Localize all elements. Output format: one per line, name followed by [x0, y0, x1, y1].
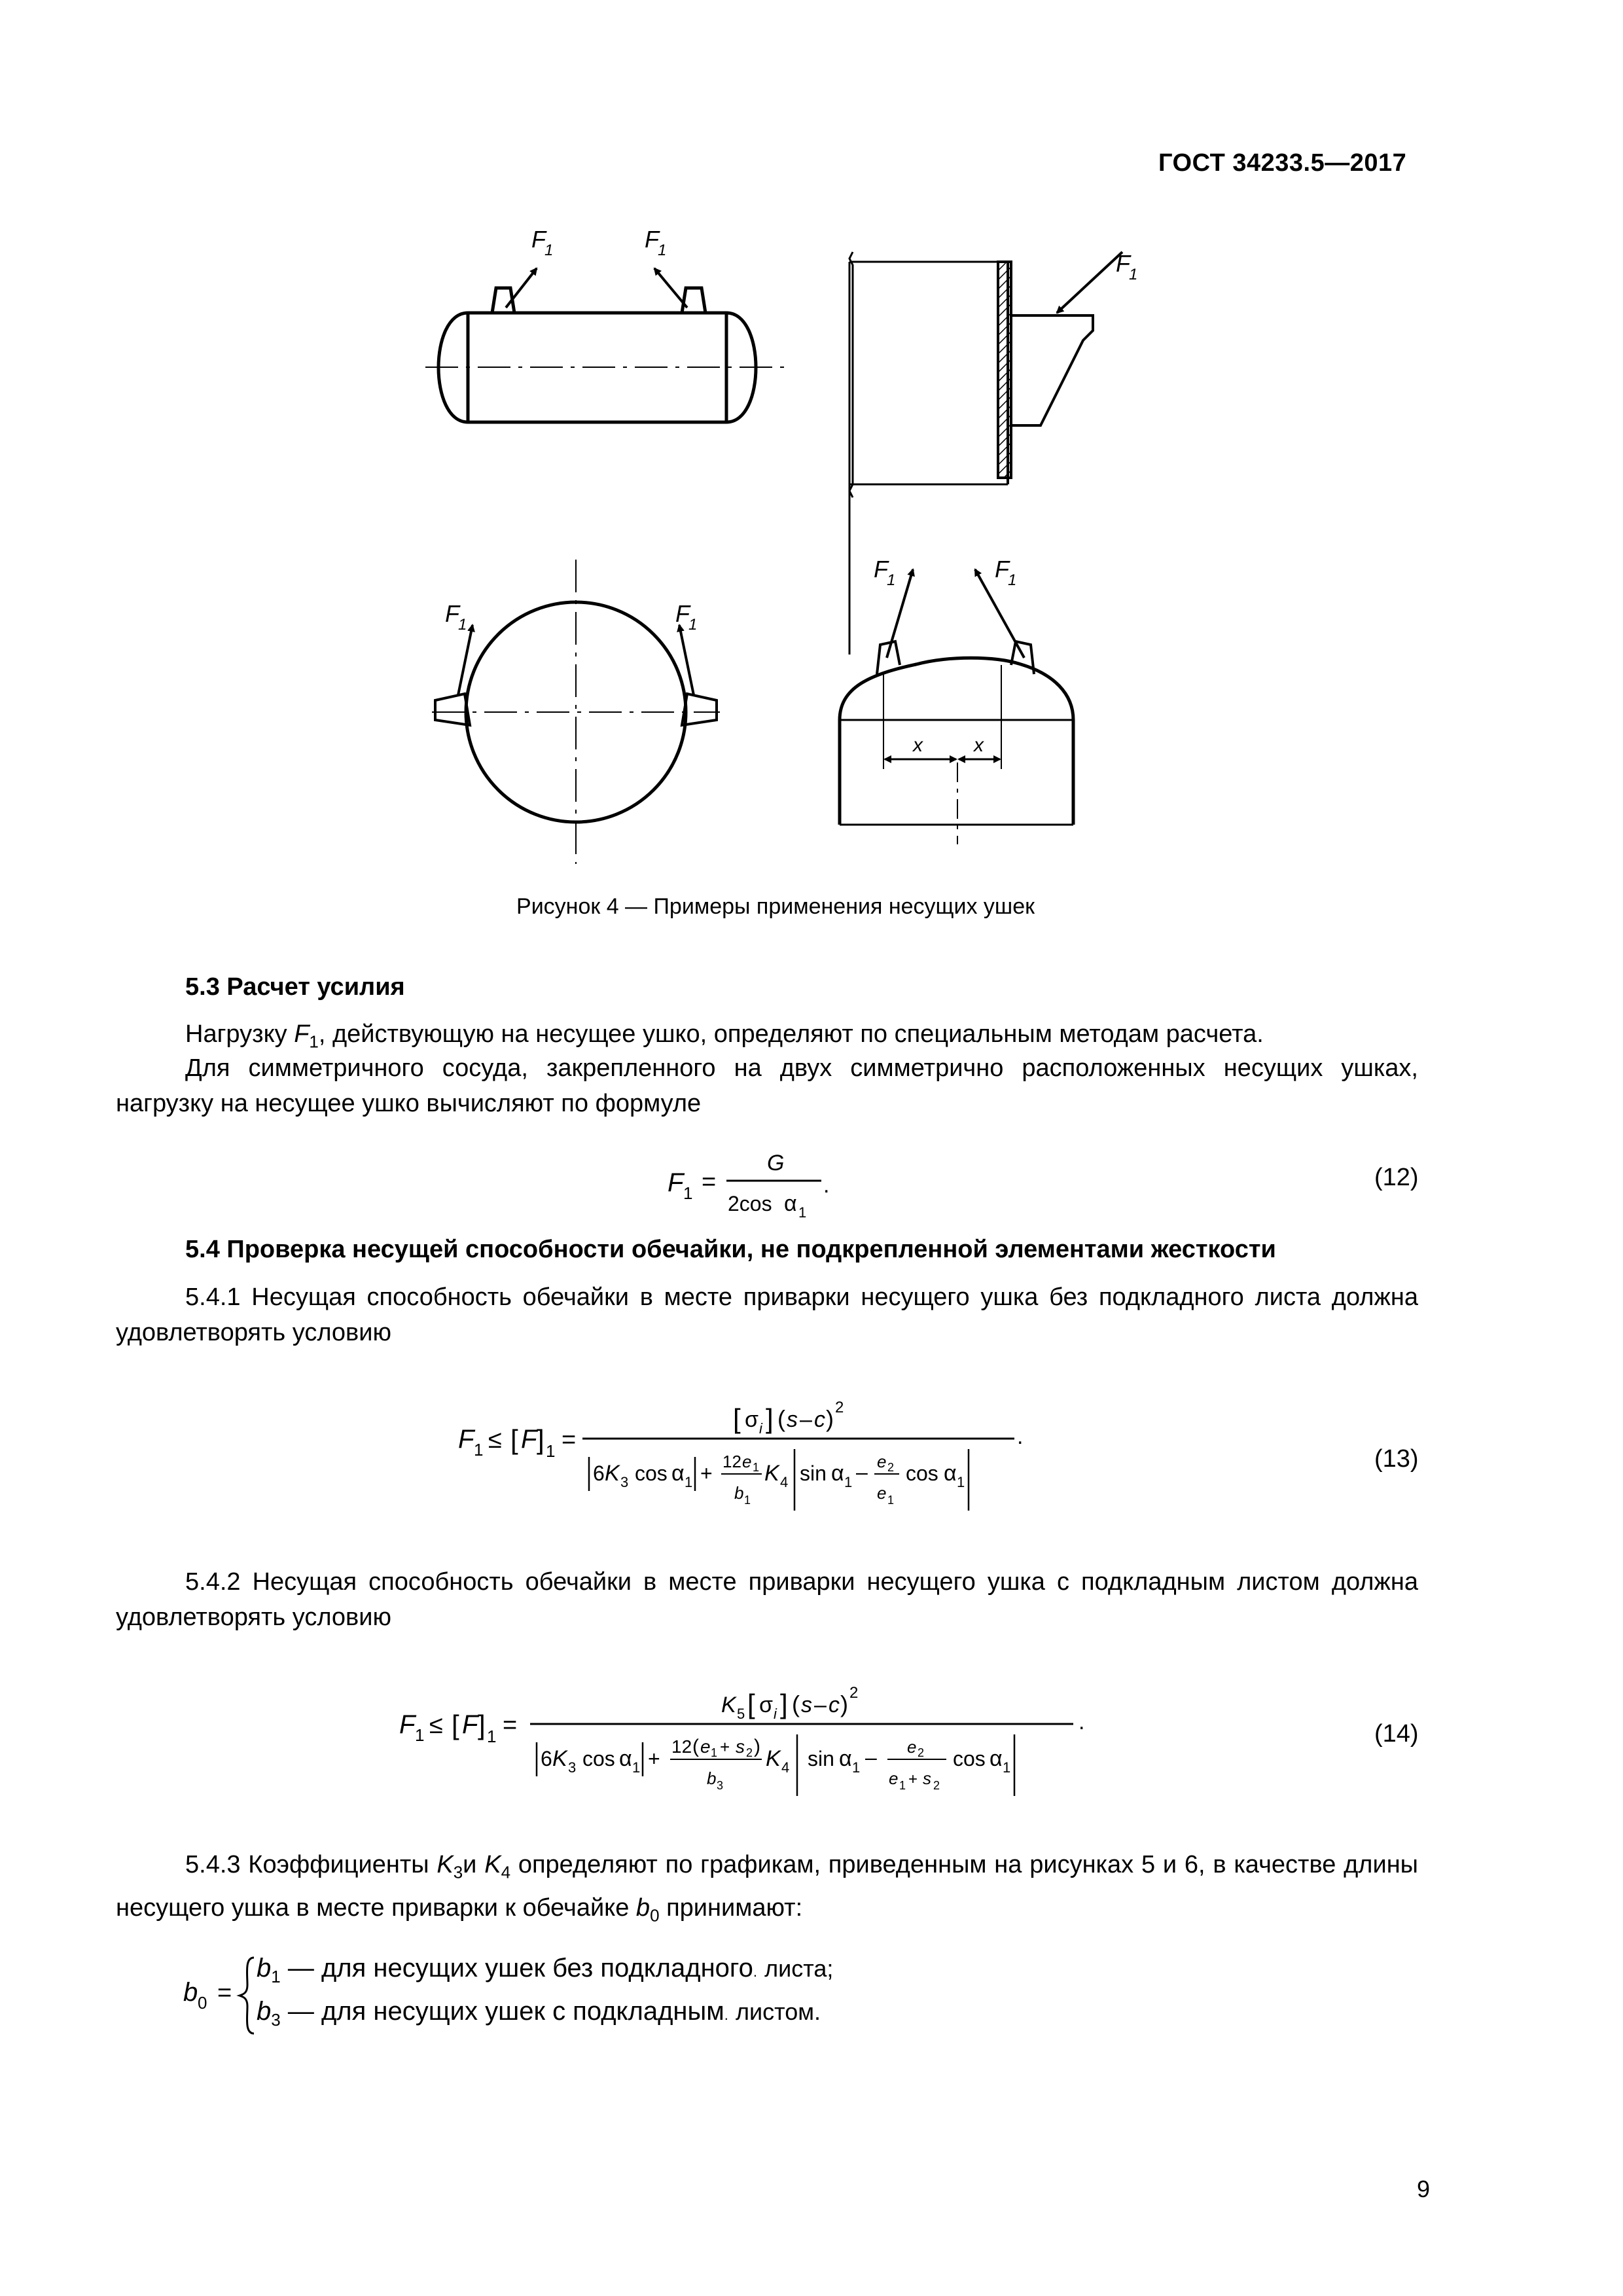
svg-text:=: = [217, 1979, 232, 2007]
svg-text:s: s [787, 1407, 798, 1432]
svg-text:i: i [774, 1706, 777, 1722]
force-label: F [445, 600, 459, 627]
formula-12 [661, 1144, 923, 1223]
svg-text:.: . [823, 1173, 830, 1198]
svg-text:(: ( [692, 1736, 699, 1757]
equation-number-14: (14) [1374, 1720, 1419, 1748]
svg-text:–: – [865, 1746, 877, 1769]
svg-text:12: 12 [671, 1736, 692, 1757]
svg-text:K: K [764, 1461, 779, 1486]
force-label-sub: 1 [688, 616, 698, 634]
equation-number-13: (13) [1374, 1445, 1419, 1473]
svg-text:1: 1 [887, 1494, 895, 1507]
svg-text:≤: ≤ [429, 1712, 443, 1739]
section-5-4-3-para: 5.4.3 Коэффициенты $K_3и$ $K_4$ определяют по графикам, приведенным на рисунках 5 и 6, в качестве длины несущего ушка в месте приварки к обечайке $b_0$ принимают: [116, 1851, 1418, 1926]
svg-text:.: . [1079, 1710, 1085, 1734]
svg-text:e: e [889, 1768, 899, 1788]
svg-text:α: α [839, 1746, 852, 1771]
svg-text:2: 2 [918, 1746, 925, 1759]
svg-text:]: ] [537, 1424, 544, 1455]
svg-text:[: [ [733, 1403, 741, 1434]
svg-text:1: 1 [683, 1183, 693, 1203]
svg-text:1: 1 [852, 1759, 861, 1776]
svg-text:sin: sin [808, 1747, 834, 1770]
section-5-3-para1: Нагрузку $F_1$, действующую на несущее ушко, определяют по специальным методам расчета. [185, 1020, 1264, 1052]
svg-text:–: – [800, 1407, 812, 1432]
svg-text:cos: cos [582, 1747, 615, 1770]
b0-case-2: $b_3$ — для несущих ушек с подкладным. листом. [257, 1997, 821, 2030]
svg-text:σ: σ [759, 1693, 773, 1717]
svg-text:e: e [907, 1737, 917, 1757]
svg-text:1: 1 [487, 1727, 497, 1746]
horizontal-vessel-drawing [425, 268, 785, 422]
force-label-sub: 1 [887, 571, 896, 589]
force-label: F [995, 556, 1009, 583]
svg-text:cos: cos [953, 1747, 986, 1770]
force-label-sub: 1 [658, 242, 667, 259]
svg-text:F: F [458, 1425, 474, 1454]
svg-text:1: 1 [546, 1441, 556, 1461]
svg-text:5: 5 [737, 1706, 745, 1722]
svg-text:2: 2 [887, 1461, 895, 1474]
svg-text:1: 1 [1003, 1759, 1011, 1776]
force-label-sub: 1 [1008, 571, 1017, 589]
force-label-sub: 1 [1129, 266, 1138, 283]
svg-text:1: 1 [711, 1746, 718, 1759]
svg-text:α: α [990, 1746, 1003, 1771]
svg-text:α: α [944, 1461, 957, 1486]
svg-text:α: α [619, 1746, 632, 1771]
svg-text:K: K [552, 1746, 567, 1771]
svg-text:.: . [1017, 1424, 1024, 1449]
svg-text:s: s [923, 1768, 931, 1788]
svg-text:3: 3 [568, 1759, 577, 1776]
svg-text:b: b [183, 1978, 198, 2007]
svg-text:α: α [831, 1461, 844, 1486]
svg-text:4: 4 [780, 1474, 789, 1490]
dimension-label: x [974, 734, 984, 756]
force-label: F [874, 556, 888, 583]
standard-header: ГОСТ 34233.5—2017 [1158, 149, 1407, 177]
vessel-head-drawing [840, 569, 1073, 844]
wall-bracket-drawing [849, 252, 1122, 655]
section-5-3-para2: Для симметричного сосуда, закрепленного на двух симметрично расположенных несущих ушках, нагрузку на несущее ушко вычисляют по формуле [116, 1054, 1418, 1117]
svg-text:1: 1 [685, 1474, 693, 1490]
svg-text:): ) [826, 1405, 834, 1432]
force-label-sub: 1 [458, 616, 467, 634]
svg-text:F: F [399, 1710, 416, 1739]
svg-text:(: ( [777, 1405, 785, 1432]
svg-text:+: + [720, 1737, 730, 1757]
svg-text:–: – [856, 1460, 868, 1484]
svg-text:(: ( [792, 1691, 800, 1717]
svg-text:–: – [814, 1693, 827, 1717]
svg-text:c: c [814, 1407, 825, 1432]
svg-text:b: b [707, 1768, 717, 1788]
figure-caption: Рисунок 4 — Примеры применения несущих ушек [516, 894, 1035, 919]
svg-text:6: 6 [541, 1747, 552, 1770]
svg-text:]: ] [766, 1403, 774, 1434]
section-5-4-1-para: 5.4.1 Несущая способность обечайки в месте приварки несущего ушка без подкладного листа должна удовлетворять условию [116, 1283, 1418, 1346]
section-5-4-2-para: 5.4.2 Несущая способность обечайки в месте приварки несущего ушка с подкладным листом должна удовлетворять условию [116, 1568, 1418, 1631]
svg-text:[: [ [747, 1689, 755, 1719]
svg-text:c: c [829, 1693, 840, 1717]
svg-text:F: F [668, 1168, 684, 1197]
svg-text:3: 3 [620, 1474, 629, 1490]
svg-text:2: 2 [746, 1746, 753, 1759]
svg-text:s: s [801, 1693, 812, 1717]
svg-text:1: 1 [744, 1494, 751, 1507]
svg-text:1: 1 [798, 1204, 807, 1221]
svg-text:): ) [754, 1736, 760, 1757]
dimension-label: x [913, 734, 923, 756]
svg-text:[: [ [510, 1424, 518, 1455]
svg-text:2cos: 2cos [728, 1192, 772, 1215]
svg-text:12: 12 [722, 1452, 741, 1471]
svg-text:+: + [700, 1462, 713, 1485]
svg-text:e: e [877, 1483, 887, 1503]
svg-text:i: i [759, 1420, 762, 1437]
b0-case-1: $b_1$ — для несущих ушек без подкладного. листа; [257, 1954, 834, 1986]
svg-text:b: b [734, 1483, 744, 1503]
svg-text:1: 1 [957, 1474, 965, 1490]
svg-text:): ) [840, 1691, 848, 1717]
force-label: F [531, 226, 546, 253]
svg-text:α: α [671, 1461, 685, 1486]
equation-number-12: (12) [1374, 1164, 1419, 1191]
svg-text:6: 6 [593, 1462, 605, 1485]
svg-text:e: e [742, 1452, 752, 1471]
svg-text:1: 1 [415, 1725, 425, 1745]
svg-text:2: 2 [933, 1779, 940, 1792]
svg-text:α: α [784, 1191, 797, 1216]
svg-text:s: s [736, 1736, 745, 1757]
force-label: F [675, 600, 690, 627]
figure-4 [0, 0, 1623, 877]
svg-text:F: F [521, 1425, 537, 1454]
svg-text:4: 4 [781, 1759, 790, 1776]
b0-cases-formula [177, 1947, 268, 2045]
svg-text:K: K [605, 1461, 620, 1486]
force-label: F [1116, 250, 1130, 277]
svg-text:+: + [648, 1747, 660, 1770]
svg-text:2: 2 [849, 1684, 859, 1702]
svg-text:2: 2 [835, 1399, 844, 1416]
svg-text:≤: ≤ [488, 1426, 502, 1454]
svg-text:e: e [877, 1452, 887, 1471]
svg-text:σ: σ [745, 1407, 758, 1432]
svg-text:e: e [700, 1736, 711, 1757]
svg-text:1: 1 [632, 1759, 641, 1776]
force-label: F [645, 226, 659, 253]
section-5-3-heading: 5.3 Расчет усилия [185, 973, 405, 1001]
svg-text:=: = [702, 1168, 717, 1196]
svg-text:K: K [721, 1693, 736, 1717]
svg-text:cos: cos [635, 1462, 668, 1485]
svg-text:0: 0 [198, 1993, 207, 2013]
svg-text:[: [ [452, 1710, 459, 1740]
svg-text:3: 3 [717, 1779, 724, 1792]
svg-text:K: K [766, 1746, 781, 1771]
svg-text:]: ] [780, 1689, 788, 1719]
svg-text:+: + [908, 1770, 918, 1788]
svg-text:1: 1 [474, 1440, 484, 1460]
force-label-sub: 1 [544, 242, 554, 259]
svg-text:1: 1 [844, 1474, 853, 1490]
svg-text:G: G [767, 1151, 785, 1175]
svg-text:]: ] [478, 1710, 486, 1740]
section-5-4-heading: 5.4 Проверка несущей способности обечайки, не подкрепленной элементами жесткости [185, 1236, 1276, 1263]
svg-text:1: 1 [753, 1461, 760, 1474]
svg-text:sin: sin [800, 1462, 827, 1485]
svg-text:=: = [562, 1426, 577, 1454]
svg-text:cos: cos [906, 1462, 938, 1485]
formula-14 [386, 1669, 1113, 1800]
formula-13 [452, 1394, 1073, 1525]
svg-text:F: F [462, 1710, 478, 1739]
svg-text:1: 1 [899, 1779, 906, 1792]
page-number: 9 [1417, 2176, 1431, 2202]
svg-text:=: = [503, 1712, 518, 1739]
